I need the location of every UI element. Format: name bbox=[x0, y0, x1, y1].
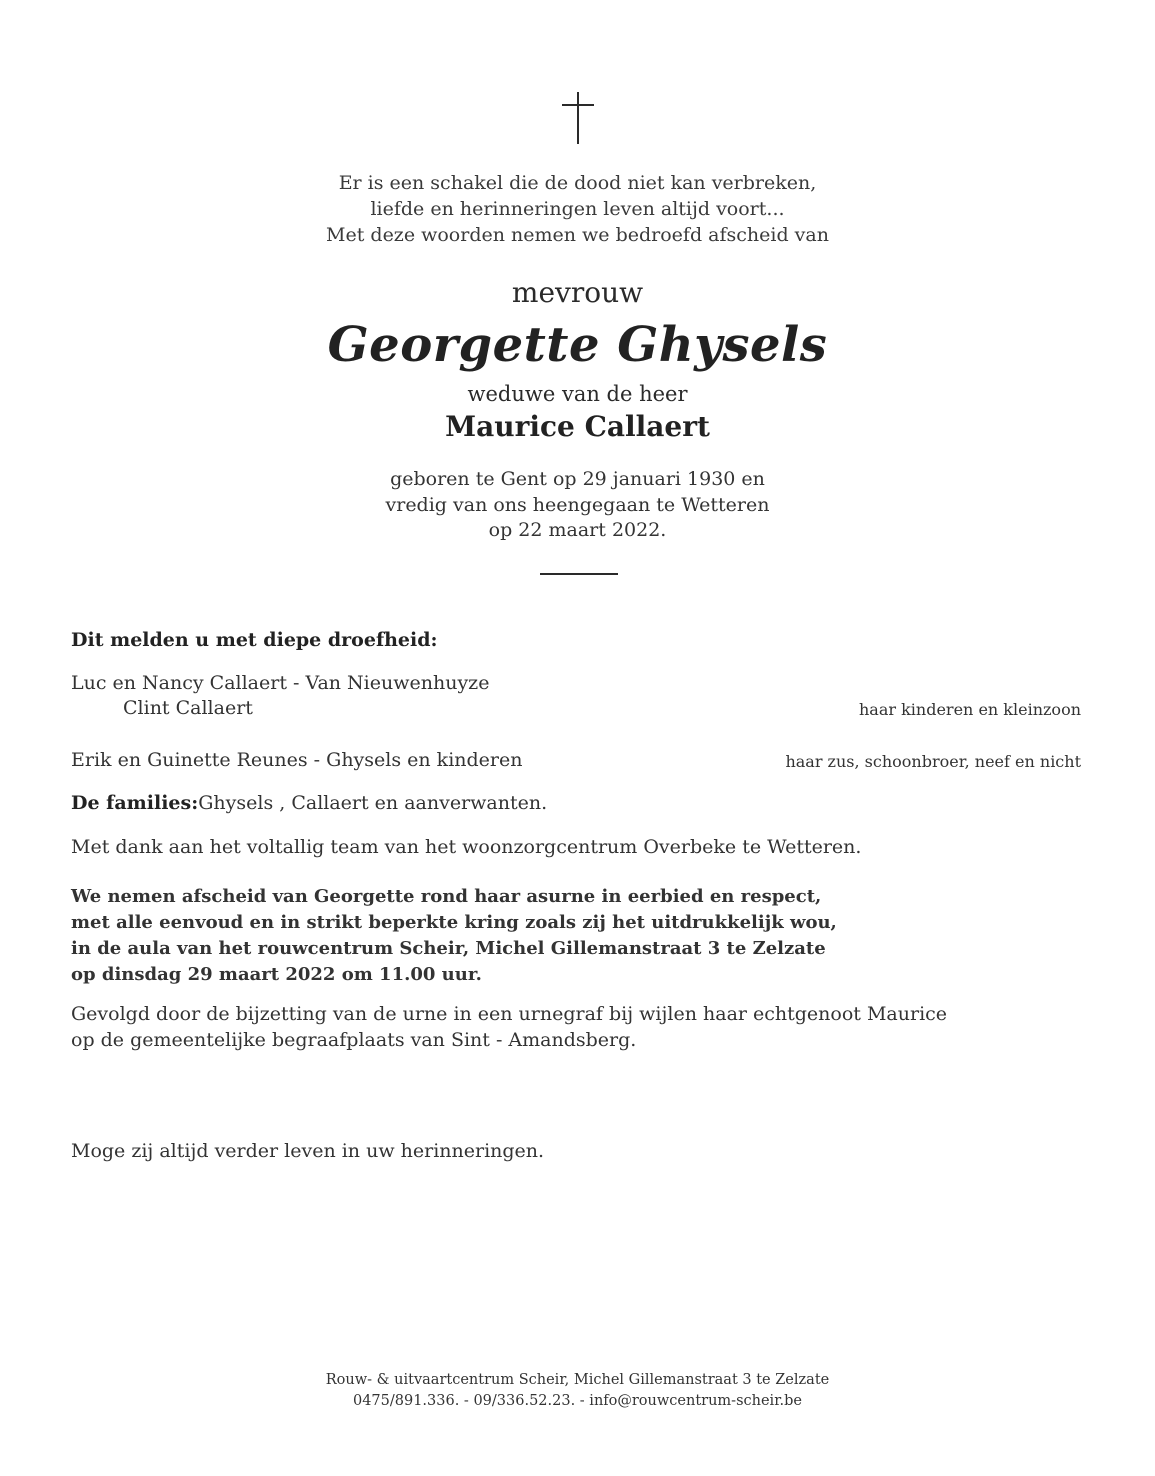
title-mevrouw: mevrouw bbox=[511, 276, 644, 309]
intro-line: Er is een schakel die de dood niet kan verbreken, bbox=[338, 172, 817, 194]
footer-contact: 0475/891.336. - 09/336.52.23. - info@rouwcentrum-scheir.be bbox=[352, 1393, 803, 1409]
birth-death-info bbox=[0, 467, 1155, 544]
cross-icon bbox=[562, 92, 594, 144]
family-sister-line: Erik en Guinette Reunes - Ghysels en kinderen bbox=[71, 749, 523, 771]
burial-line: Gevolgd door de bijzetting van de urne in een urnegraf bij wijlen haar echtgenoot Maurice bbox=[71, 1003, 948, 1025]
ceremony-line: in de aula van het rouwcentrum Scheir, Michel Gillemanstraat 3 te Zelzate bbox=[71, 938, 826, 959]
divider bbox=[540, 573, 618, 575]
sister-relation: haar zus, schoonbroer, neef en nicht bbox=[785, 752, 1081, 771]
ceremony-block bbox=[71, 884, 837, 988]
dates-line: vredig van ons heengegaan te Wetteren bbox=[385, 493, 770, 516]
family-grandson-line: Clint Callaert bbox=[123, 697, 253, 719]
burial-line: op de gemeentelijke begraafplaats van Sint - Amandsberg. bbox=[71, 1029, 637, 1051]
ceremony-line: op dinsdag 29 maart 2022 om 11.00 uur. bbox=[71, 964, 482, 985]
intro-line: liefde en herinneringen leven altijd voort... bbox=[370, 198, 785, 220]
funeral-home-footer bbox=[0, 1370, 1155, 1412]
widow-of-label: weduwe van de heer bbox=[467, 382, 688, 406]
children-relation: haar kinderen en kleinzoon bbox=[858, 700, 1081, 719]
intro-verse bbox=[0, 170, 1155, 248]
thanks-line: Met dank aan het voltallig team van het woonzorgcentrum Overbeke te Wetteren. bbox=[71, 836, 862, 858]
ceremony-line: met alle eenvoud en in strikt beperkte kring zoals zij het uitdrukkelijk wou, bbox=[71, 912, 837, 933]
burial-block bbox=[71, 1001, 947, 1053]
ceremony-line: We nemen afscheid van Georgette rond haar asurne in eerbied en respect, bbox=[71, 886, 822, 907]
announcement-heading: Dit melden u met diepe droefheid: bbox=[71, 629, 438, 651]
family-children-line: Luc en Nancy Callaert - Van Nieuwenhuyze bbox=[71, 672, 490, 694]
husband-name: Maurice Callaert bbox=[445, 410, 710, 443]
families-line bbox=[71, 790, 547, 816]
families-label: De families: bbox=[71, 792, 199, 814]
dates-line: op 22 maart 2022. bbox=[488, 519, 667, 541]
footer-address: Rouw- & uitvaartcentrum Scheir, Michel Gillemanstraat 3 te Zelzate bbox=[325, 1372, 830, 1388]
dates-line: geboren te Gent op 29 januari 1930 en bbox=[390, 468, 765, 490]
intro-line: Met deze woorden nemen we bedroefd afscheid van bbox=[326, 224, 829, 246]
deceased-name: Georgette Ghysels bbox=[327, 317, 828, 373]
closing-line: Moge zij altijd verder leven in uw herinneringen. bbox=[71, 1140, 545, 1162]
families-text: Ghysels , Callaert en aanverwanten. bbox=[198, 792, 548, 814]
